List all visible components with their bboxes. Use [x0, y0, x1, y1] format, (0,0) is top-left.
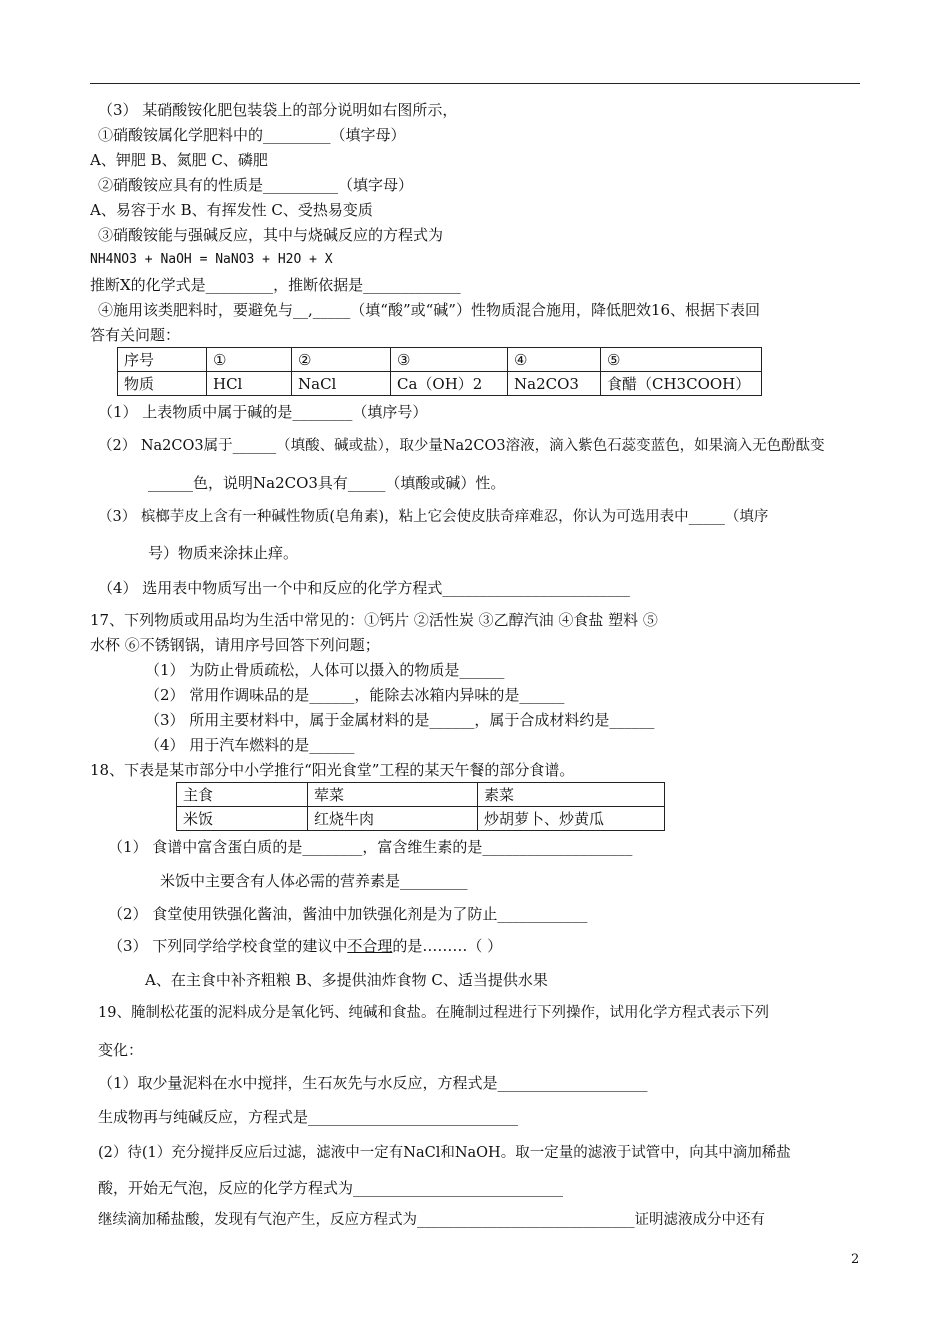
q16-part1: （1） 上表物质中属于碱的是________（填序号） [98, 403, 428, 421]
q19-line2: 变化： [98, 1041, 144, 1059]
q18-part3-suffix: 的是………（ ） [392, 937, 503, 955]
table-cell: 食醋（CH3COOH） [601, 372, 762, 396]
table-cell: 荤菜 [308, 783, 478, 807]
reaction-equation: NH4NO3 + NaOH = NaNO3 + H2O + X [90, 252, 333, 267]
q16-part2-line1: （2） Na2CO3属于______（填酸、碱或盐），取少量Na2CO3溶液，滴入紫色石蕊变蓝色，如果滴入无色酚酞变 [98, 438, 825, 454]
substance-table [117, 347, 762, 396]
q18-intro: 18、下表是某市部分中小学推行“阳光食堂”工程的某天午餐的部分食谱。 [90, 761, 575, 779]
q19-part2-line3: 继续滴加稀盐酸，发现有气泡产生，反应方程式为______________________________证明滤液成分中还有 [98, 1212, 765, 1228]
q16-part2-line2: ______色，说明Na2CO3具有_____（填酸或碱）性。 [148, 474, 506, 492]
q18-part1b: 米饭中主要含有人体必需的营养素是_________ [160, 872, 468, 890]
table-cell: Na2CO3 [508, 372, 601, 396]
table-cell: ⑤ [601, 348, 762, 372]
part3-q1-options: A、钾肥 B、氮肥 C、磷肥 [90, 151, 268, 169]
part3-q2-options: A、易容于水 B、有挥发性 C、受热易变质 [90, 201, 373, 219]
table-cell: 主食 [177, 783, 308, 807]
q17-line2: 水杯 ⑥不锈钢锅，请用序号回答下列问题； [90, 636, 380, 654]
part3-intro: （3） 某硝酸铵化肥包装袋上的部分说明如右图所示， [98, 101, 458, 119]
table-cell: 素菜 [478, 783, 665, 807]
q18-part3-options: A、在主食中补齐粗粮 B、多提供油炸食物 C、适当提供水果 [145, 971, 548, 989]
q18-part1: （1） 食谱中富含蛋白质的是________，富含维生素的是____________________ [108, 838, 633, 856]
part3-infer: 推断X的化学式是_________，推断依据是_____________ [90, 276, 461, 294]
menu-table [176, 782, 665, 831]
table-row [177, 807, 665, 831]
q18-part3 [108, 936, 502, 956]
table-row [118, 348, 762, 372]
q17-part1: （1） 为防止骨质疏松，人体可以摄入的物质是______ [145, 661, 505, 679]
table-cell: 炒胡萝卜、炒黄瓜 [478, 807, 665, 831]
q18-part3-prefix: （3） 下列同学给学校食堂的建议中 [108, 937, 348, 955]
part3-q4-line2: 答有关问题： [90, 326, 181, 344]
part3-q4-line1: ④施用该类肥料时，要避免与__,_____（填“酸”或“碱”）性物质混合施用，降低肥效16、根据下表回 [98, 301, 761, 319]
table-cell: 红烧牛肉 [308, 807, 478, 831]
q18-part3-underlined: 不合理 [347, 937, 393, 955]
table-row [118, 372, 762, 396]
table-cell: HCl [207, 372, 292, 396]
part3-q1: ①硝酸铵属化学肥料中的_________（填字母） [98, 126, 406, 144]
q17-line1: 17、下列物质或用品均为生活中常见的：①钙片 ②活性炭 ③乙醇汽油 ④食盐 塑料 ⑤ [90, 611, 658, 629]
q19-line1: 19、腌制松花蛋的泥料成分是氧化钙、纯碱和食盐。在腌制过程进行下列操作，试用化学方程式表示下列 [98, 1005, 769, 1021]
table-row [177, 783, 665, 807]
part3-q3: ③硝酸铵能与强碱反应，其中与烧碱反应的方程式为 [98, 226, 444, 244]
q16-part4: （4） 选用表中物质写出一个中和反应的化学方程式_________________________ [98, 579, 630, 597]
q19-part1: （1）取少量泥料在水中搅拌，生石灰先与水反应，方程式是____________________ [98, 1074, 648, 1092]
q17-part2: （2） 常用作调味品的是______，能除去冰箱内异味的是______ [145, 686, 565, 704]
table-cell: 序号 [118, 348, 207, 372]
q17-part4: （4） 用于汽车燃料的是______ [145, 736, 355, 754]
q16-part3-line1: （3） 槟榔芋皮上含有一种碱性物质(皂角素)，粘上它会使皮肤奇痒难忍，你认为可选用表中_____（填序 [98, 509, 769, 525]
q19-part2-line2: 酸，开始无气泡，反应的化学方程式为____________________________ [98, 1179, 564, 1197]
page-number: 2 [851, 1252, 860, 1267]
table-cell: ② [292, 348, 391, 372]
q16-part3-line2: 号）物质来涂抹止痒。 [148, 544, 299, 562]
q19-part2-line1: (2）待(1）充分搅拌反应后过滤，滤液中一定有NaCl和NaOH。取一定量的滤液于试管中，向其中滴加稀盐 [98, 1145, 791, 1161]
q17-part3: （3） 所用主要材料中，属于金属材料的是______，属于合成材料约是______ [145, 711, 655, 729]
table-cell: 物质 [118, 372, 207, 396]
table-cell: ④ [508, 348, 601, 372]
table-cell: ③ [391, 348, 508, 372]
header-rule [90, 83, 860, 84]
q18-part2: （2） 食堂使用铁强化酱油，酱油中加铁强化剂是为了防止____________ [108, 905, 588, 923]
table-cell: Ca（OH）2 [391, 372, 508, 396]
table-cell: 米饭 [177, 807, 308, 831]
table-cell: ① [207, 348, 292, 372]
table-cell: NaCl [292, 372, 391, 396]
part3-q2: ②硝酸铵应具有的性质是__________（填字母） [98, 176, 414, 194]
q19-part1b: 生成物再与纯碱反应，方程式是____________________________ [98, 1108, 519, 1126]
